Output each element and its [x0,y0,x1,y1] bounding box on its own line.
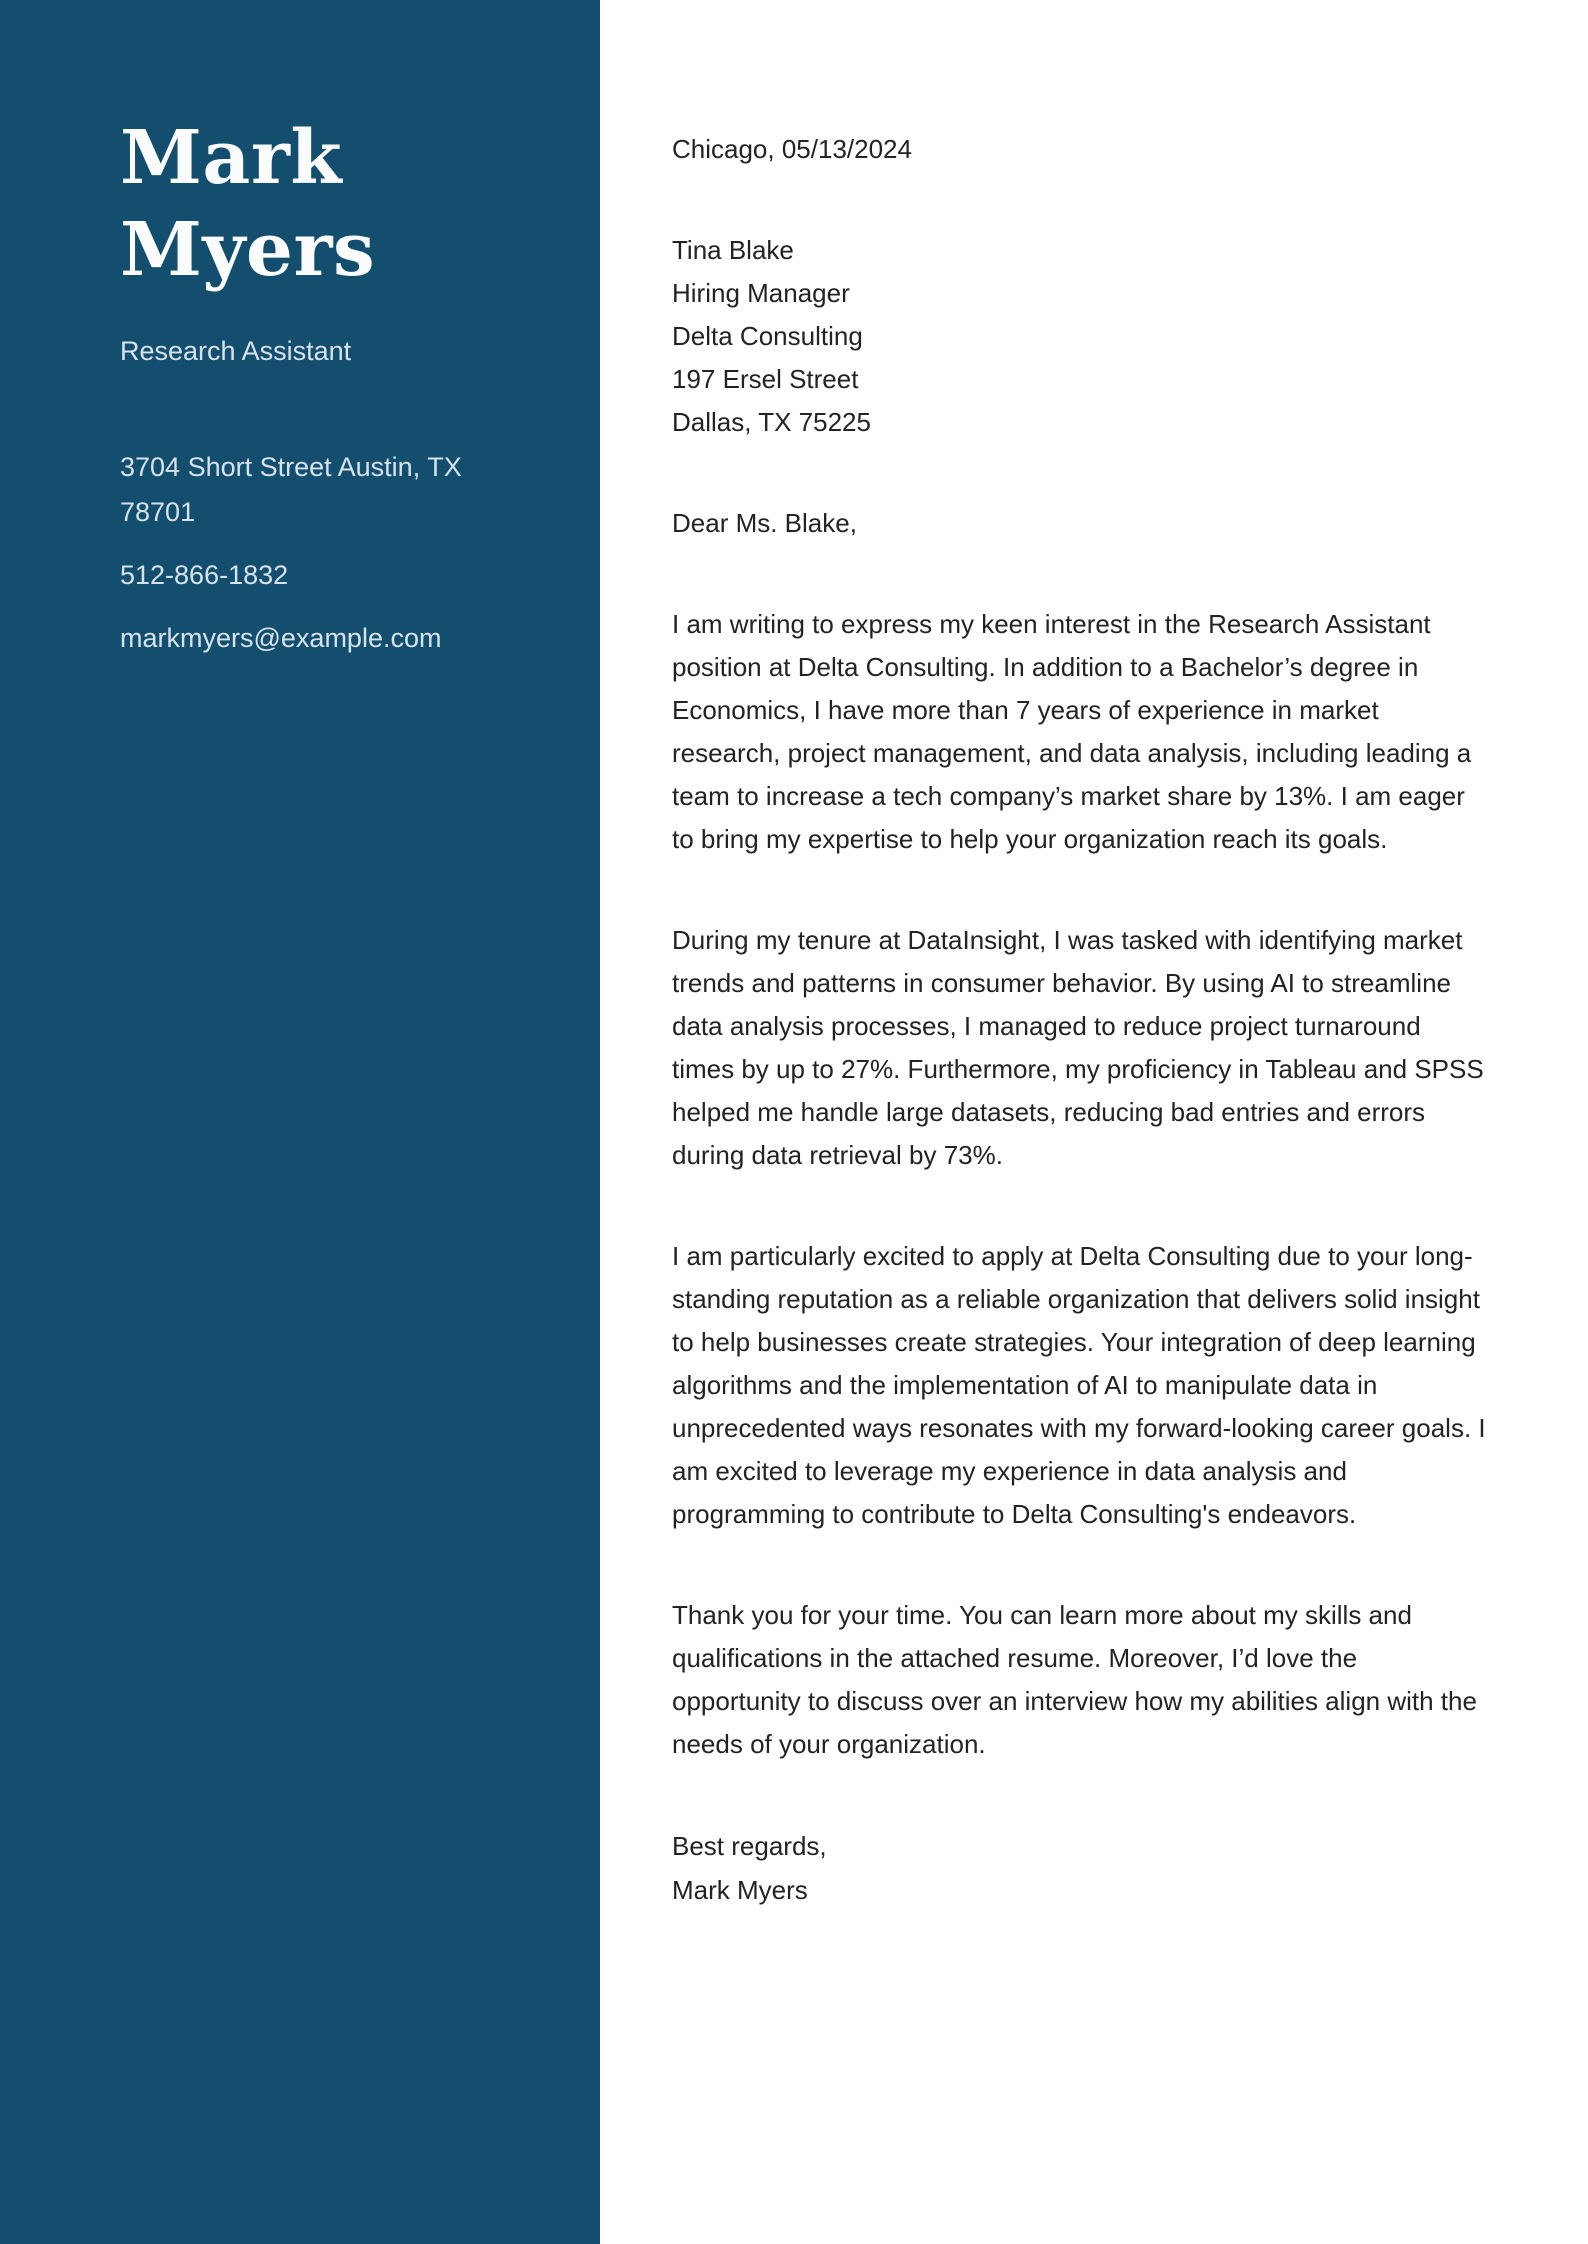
salutation: Dear Ms. Blake, [672,508,857,538]
contact-phone: 512-866-1832 [120,560,289,590]
candidate-name-line1: Mark [120,115,343,201]
contact-email: markmyers@example.com [120,623,442,653]
recipient-street: 197 Ersel Street [672,364,859,394]
paragraph-intro: I am writing to express my keen interest in the Research Assistant position at Delta Consulting. In addition to a Bachelor’s degree in Economics, I have more than 7 years of experience in market research, project management, and data analysis, including leading a team to increase a tech company’s market share by 13%. I am eager to bring my expertise to help your organization reach its goals. [672,609,1472,854]
recipient-name: Tina Blake [672,235,794,265]
paragraph-motivation: I am particularly excited to apply at Delta Consulting due to your long-standing reputation as a reliable organization that delivers solid insight to help businesses create strategies. Your integration of deep learning algorithms and the implementation of AI to manipulate data in unprecedented ways resonates with my forward-looking career goals. I am excited to leverage my experience in data analysis and programming to contribute to Delta Consulting's endeavors. [672,1241,1486,1529]
candidate-name [120,112,542,296]
contact-info [120,445,542,661]
candidate-name-line2: Myers [120,207,376,293]
recipient-role: Hiring Manager [672,278,850,308]
recipient-company: Delta Consulting [672,321,863,351]
dateline: Chicago, 05/13/2024 [672,134,912,164]
signature-block [672,1824,1488,1912]
sidebar [0,0,600,2244]
contact-address-line2: 78701 [120,497,196,527]
contact-address-line1: 3704 Short Street Austin, TX [120,452,462,482]
recipient-block [672,229,1488,444]
contact-address [120,445,542,535]
recipient-city: Dallas, TX 75225 [672,407,871,437]
letter-body [600,0,1588,2244]
closing: Best regards, [672,1831,827,1861]
signature-name: Mark Myers [672,1875,808,1905]
paragraph-thanks: Thank you for your time. You can learn more about my skills and qualifications in the attached resume. Moreover, I’d love the opportunity to discuss over an interview how my abilities align with the needs of your organization. [672,1600,1477,1759]
paragraph-experience: During my tenure at DataInsight, I was tasked with identifying market trends and patterns in consumer behavior. By using AI to streamline data analysis processes, I managed to reduce project turnaround times by up to 27%. Furthermore, my proficiency in Tableau and SPSS helped me handle large datasets, reducing bad entries and errors during data retrieval by 73%. [672,925,1484,1170]
candidate-job-title: Research Assistant [120,336,352,366]
